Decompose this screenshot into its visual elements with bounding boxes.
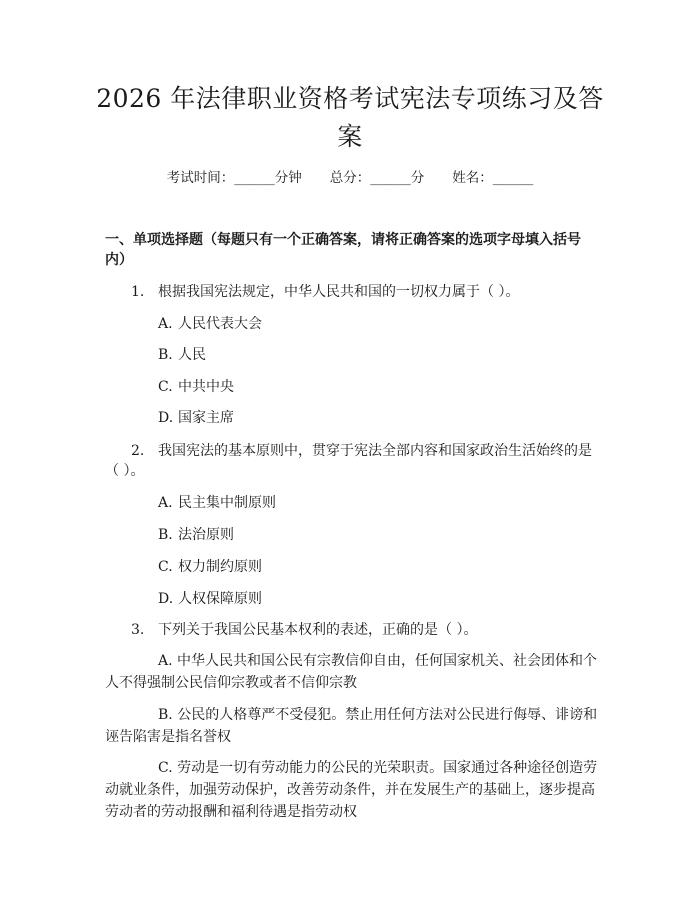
question-2: [105, 441, 595, 481]
question-number: 1.: [131, 284, 145, 300]
question-3: [105, 620, 595, 640]
option-letter: D.: [158, 410, 174, 426]
option-1c: [158, 377, 598, 397]
total-score-field: 总分：______分: [329, 170, 425, 186]
option-letter: B.: [158, 527, 173, 543]
question-number: 2.: [131, 443, 145, 459]
option-text: 国家主席: [178, 410, 234, 426]
document-title: 2026 年法律职业资格考试宪法专项练习及答案: [96, 84, 604, 151]
option-2b: [158, 525, 598, 545]
option-3a: A. 中华人民共和国公民有宗教信仰自由，任何国家机关、社会团体和个人不得强制公民信仰宗教或者不信仰宗教: [105, 653, 598, 691]
question-text: 下列关于我国公民基本权利的表述，正确的是（ ）。: [158, 622, 478, 638]
option-text: 人权保障原则: [178, 591, 262, 607]
name-field: 姓名：______: [452, 170, 534, 186]
question-text: 根据我国宪法规定，中华人民共和国的一切权力属于（ ）。: [158, 284, 520, 300]
option-text: 民主集中制原则: [178, 495, 276, 511]
section-heading: 一、单项选择题（每题只有一个正确答案，请将正确答案的选项字母填入括号内）: [105, 232, 581, 268]
exam-meta: [0, 168, 700, 188]
option-3b: B. 公民的人格尊严不受侵犯。禁止用任何方法对公民进行侮辱、诽谤和诬告陷害是指名誉权: [105, 707, 598, 745]
question-text: 我国宪法的基本原则中，贯穿于宪法全部内容和国家政治生活始终的是（ ）。: [105, 443, 592, 479]
option-text: 中共中央: [178, 379, 234, 395]
option-text: 权力制约原则: [178, 559, 262, 575]
option-letter: C.: [158, 559, 173, 575]
option-2d: [158, 589, 598, 609]
option-2c: [158, 557, 598, 577]
option-1d: [158, 408, 598, 428]
option-2a: [158, 493, 598, 513]
option-1b: [158, 345, 598, 365]
question-number: 3.: [131, 622, 145, 638]
question-1: [105, 282, 595, 302]
option-3c: C. 劳动是一切有劳动能力的公民的光荣职责。国家通过各种途径创造劳动就业条件，加强劳动保护，改善劳动条件，并在发展生产的基础上，逐步提高劳动者的劳动报酬和福利待遇是指劳动权: [105, 760, 598, 820]
option-text: 人民代表大会: [178, 316, 262, 332]
option-letter: D.: [158, 591, 174, 607]
exam-time-field: 考试时间：______分钟: [166, 170, 302, 186]
option-letter: A.: [158, 495, 173, 511]
option-1a: [158, 314, 598, 334]
option-text: 法治原则: [178, 527, 234, 543]
option-letter: C.: [158, 379, 173, 395]
option-text: 人民: [178, 347, 206, 363]
option-letter: B.: [158, 347, 173, 363]
option-letter: A.: [158, 316, 173, 332]
